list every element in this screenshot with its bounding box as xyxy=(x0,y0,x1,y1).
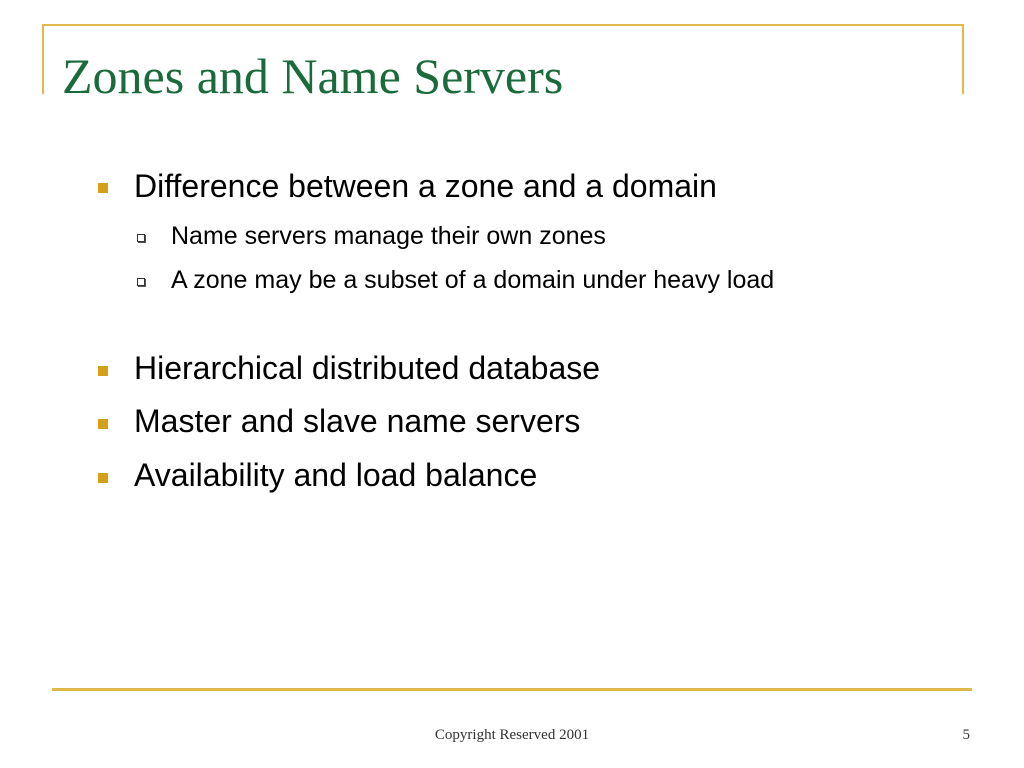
slide-title: Zones and Name Servers xyxy=(62,48,564,104)
footer-copyright: Copyright Reserved 2001 xyxy=(434,727,590,743)
page-number: 5 xyxy=(962,727,970,743)
square-bullet-icon xyxy=(98,419,108,429)
square-bullet-icon xyxy=(98,366,108,376)
sub-bullet-item: Name servers manage their own zones xyxy=(171,222,606,250)
bullet-item: Hierarchical distributed database xyxy=(134,350,601,386)
square-bullet-icon xyxy=(98,473,108,483)
bullet-item: Master and slave name servers xyxy=(134,403,581,439)
square-bullet-icon xyxy=(98,183,108,193)
bullet-item: Difference between a zone and a domain xyxy=(134,168,717,204)
hollow-square-bullet-icon xyxy=(137,234,145,242)
hollow-square-bullet-icon xyxy=(137,278,145,286)
sub-bullet-item: A zone may be a subset of a domain under heavy load xyxy=(171,266,775,294)
footer-divider xyxy=(52,688,972,691)
bullet-item: Availability and load balance xyxy=(134,457,538,493)
